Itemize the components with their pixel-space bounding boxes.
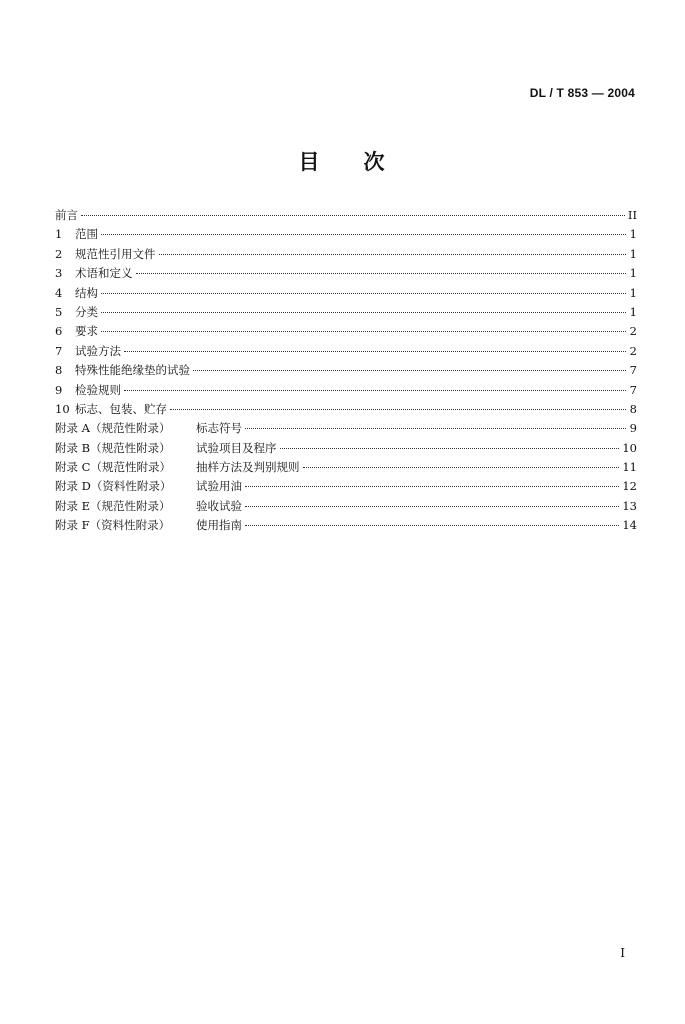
dot-leader <box>303 467 620 468</box>
toc-entry-number: 8 <box>55 363 63 378</box>
toc-entry-page: 7 <box>629 363 637 378</box>
toc-appendix-label: 附录 D（资料性附录） <box>55 479 172 494</box>
table-of-contents <box>55 206 637 536</box>
toc-entry-page: 1 <box>629 285 637 300</box>
dot-leader <box>245 525 619 526</box>
dot-leader <box>245 506 619 507</box>
page-number: I <box>620 946 625 960</box>
toc-entry-title: 规范性引用文件 <box>75 246 156 261</box>
toc-entry-page: 1 <box>629 227 637 242</box>
toc-entry-label <box>55 458 300 477</box>
toc-entry[interactable] <box>55 458 637 477</box>
toc-entry-title: 使用指南 <box>196 518 242 533</box>
dot-leader <box>124 390 626 391</box>
dot-leader <box>159 254 627 255</box>
toc-entry-page: 2 <box>629 324 637 339</box>
toc-entry-label <box>55 439 277 458</box>
toc-entry-page: 14 <box>622 518 637 533</box>
toc-entry-page: 1 <box>629 304 637 319</box>
toc-entry-number: 4 <box>55 285 63 300</box>
dot-leader <box>136 273 627 274</box>
toc-entry[interactable] <box>55 245 637 264</box>
toc-entry[interactable] <box>55 400 637 419</box>
toc-entry-page: 10 <box>622 440 637 455</box>
toc-entry-title: 结构 <box>75 285 98 300</box>
toc-entry[interactable] <box>55 477 637 496</box>
toc-entry[interactable] <box>55 225 637 244</box>
toc-entry-label <box>55 497 242 516</box>
toc-entry-label <box>55 206 78 225</box>
toc-entry-label <box>55 284 98 303</box>
toc-entry-page: 2 <box>629 343 637 358</box>
dot-leader <box>280 448 620 449</box>
toc-entry-label <box>55 264 133 283</box>
toc-entry-page: II <box>627 208 637 222</box>
toc-entry-number: 3 <box>55 266 63 281</box>
toc-entry-page: 9 <box>629 421 637 436</box>
standard-code: DL / T 853 — 2004 <box>529 86 635 100</box>
toc-appendix-label: 附录 F（资料性附录） <box>55 518 171 533</box>
toc-entry[interactable] <box>55 264 637 283</box>
toc-entry-number: 9 <box>55 382 63 397</box>
dot-leader <box>101 234 626 235</box>
toc-entry[interactable] <box>55 516 637 535</box>
toc-appendix-label: 附录 B（规范性附录） <box>55 440 171 455</box>
toc-entry-label <box>55 400 167 419</box>
toc-entry-title: 标志、包装、贮存 <box>75 401 167 416</box>
toc-entry-page: 1 <box>629 266 637 281</box>
toc-entry-number: 10 <box>55 401 70 416</box>
toc-entry-number: 7 <box>55 343 63 358</box>
page-title-part2: 次 <box>363 150 387 174</box>
toc-entry-title: 验收试验 <box>196 498 242 513</box>
dot-leader <box>170 409 626 410</box>
toc-entry-title: 抽样方法及判别规则 <box>196 460 300 475</box>
toc-entry-number: 6 <box>55 324 63 339</box>
toc-entry-label <box>55 381 121 400</box>
toc-appendix-label: 附录 C（规范性附录） <box>55 460 171 475</box>
toc-entry-label <box>55 477 242 496</box>
toc-appendix-label: 附录 E（规范性附录） <box>55 498 171 513</box>
toc-entry-label <box>55 361 190 380</box>
dot-leader <box>193 370 626 371</box>
toc-entry-number: 2 <box>55 246 63 261</box>
toc-entry[interactable] <box>55 361 637 380</box>
toc-entry-title: 试验方法 <box>75 343 121 358</box>
toc-entry-page: 12 <box>622 479 637 494</box>
dot-leader <box>81 215 625 216</box>
toc-entry-title: 特殊性能绝缘垫的试验 <box>75 363 190 378</box>
toc-entry-title: 试验项目及程序 <box>196 440 277 455</box>
toc-entry[interactable] <box>55 342 637 361</box>
dot-leader <box>245 428 626 429</box>
toc-entry-title: 试验用油 <box>196 479 242 494</box>
toc-entry-label <box>55 303 98 322</box>
toc-entry[interactable] <box>55 322 637 341</box>
toc-entry-page: 8 <box>629 401 637 416</box>
toc-entry[interactable] <box>55 497 637 516</box>
toc-entry-page: 13 <box>622 498 637 513</box>
dot-leader <box>124 351 626 352</box>
toc-entry-page: 11 <box>622 460 637 475</box>
toc-entry-label <box>55 419 242 438</box>
toc-entry-label <box>55 516 242 535</box>
toc-entry-title: 范围 <box>75 227 98 242</box>
toc-appendix-label: 附录 A（规范性附录） <box>55 421 171 436</box>
toc-entry-number: 1 <box>55 227 63 242</box>
toc-entry-title: 标志符号 <box>196 421 242 436</box>
page-title <box>0 146 685 176</box>
toc-entry[interactable] <box>55 303 637 322</box>
toc-entry[interactable] <box>55 381 637 400</box>
dot-leader <box>245 486 619 487</box>
dot-leader <box>101 293 626 294</box>
toc-entry-title: 术语和定义 <box>75 266 133 281</box>
toc-entry[interactable] <box>55 284 637 303</box>
toc-entry-label <box>55 245 156 264</box>
toc-entry-number: 5 <box>55 304 63 319</box>
toc-entry-label <box>55 322 98 341</box>
dot-leader <box>101 331 626 332</box>
toc-entry-page: 1 <box>629 246 637 261</box>
toc-entry-title: 前言 <box>55 208 78 222</box>
toc-entry-label <box>55 342 121 361</box>
toc-entry-title: 分类 <box>75 304 98 319</box>
toc-entry[interactable] <box>55 419 637 438</box>
toc-entry[interactable] <box>55 206 637 225</box>
toc-entry-page: 7 <box>629 382 637 397</box>
page-title-part1: 目 <box>298 150 322 174</box>
toc-entry-title: 检验规则 <box>75 382 121 397</box>
toc-entry-label <box>55 225 98 244</box>
toc-entry[interactable] <box>55 439 637 458</box>
toc-entry-title: 要求 <box>75 324 98 339</box>
dot-leader <box>101 312 626 313</box>
